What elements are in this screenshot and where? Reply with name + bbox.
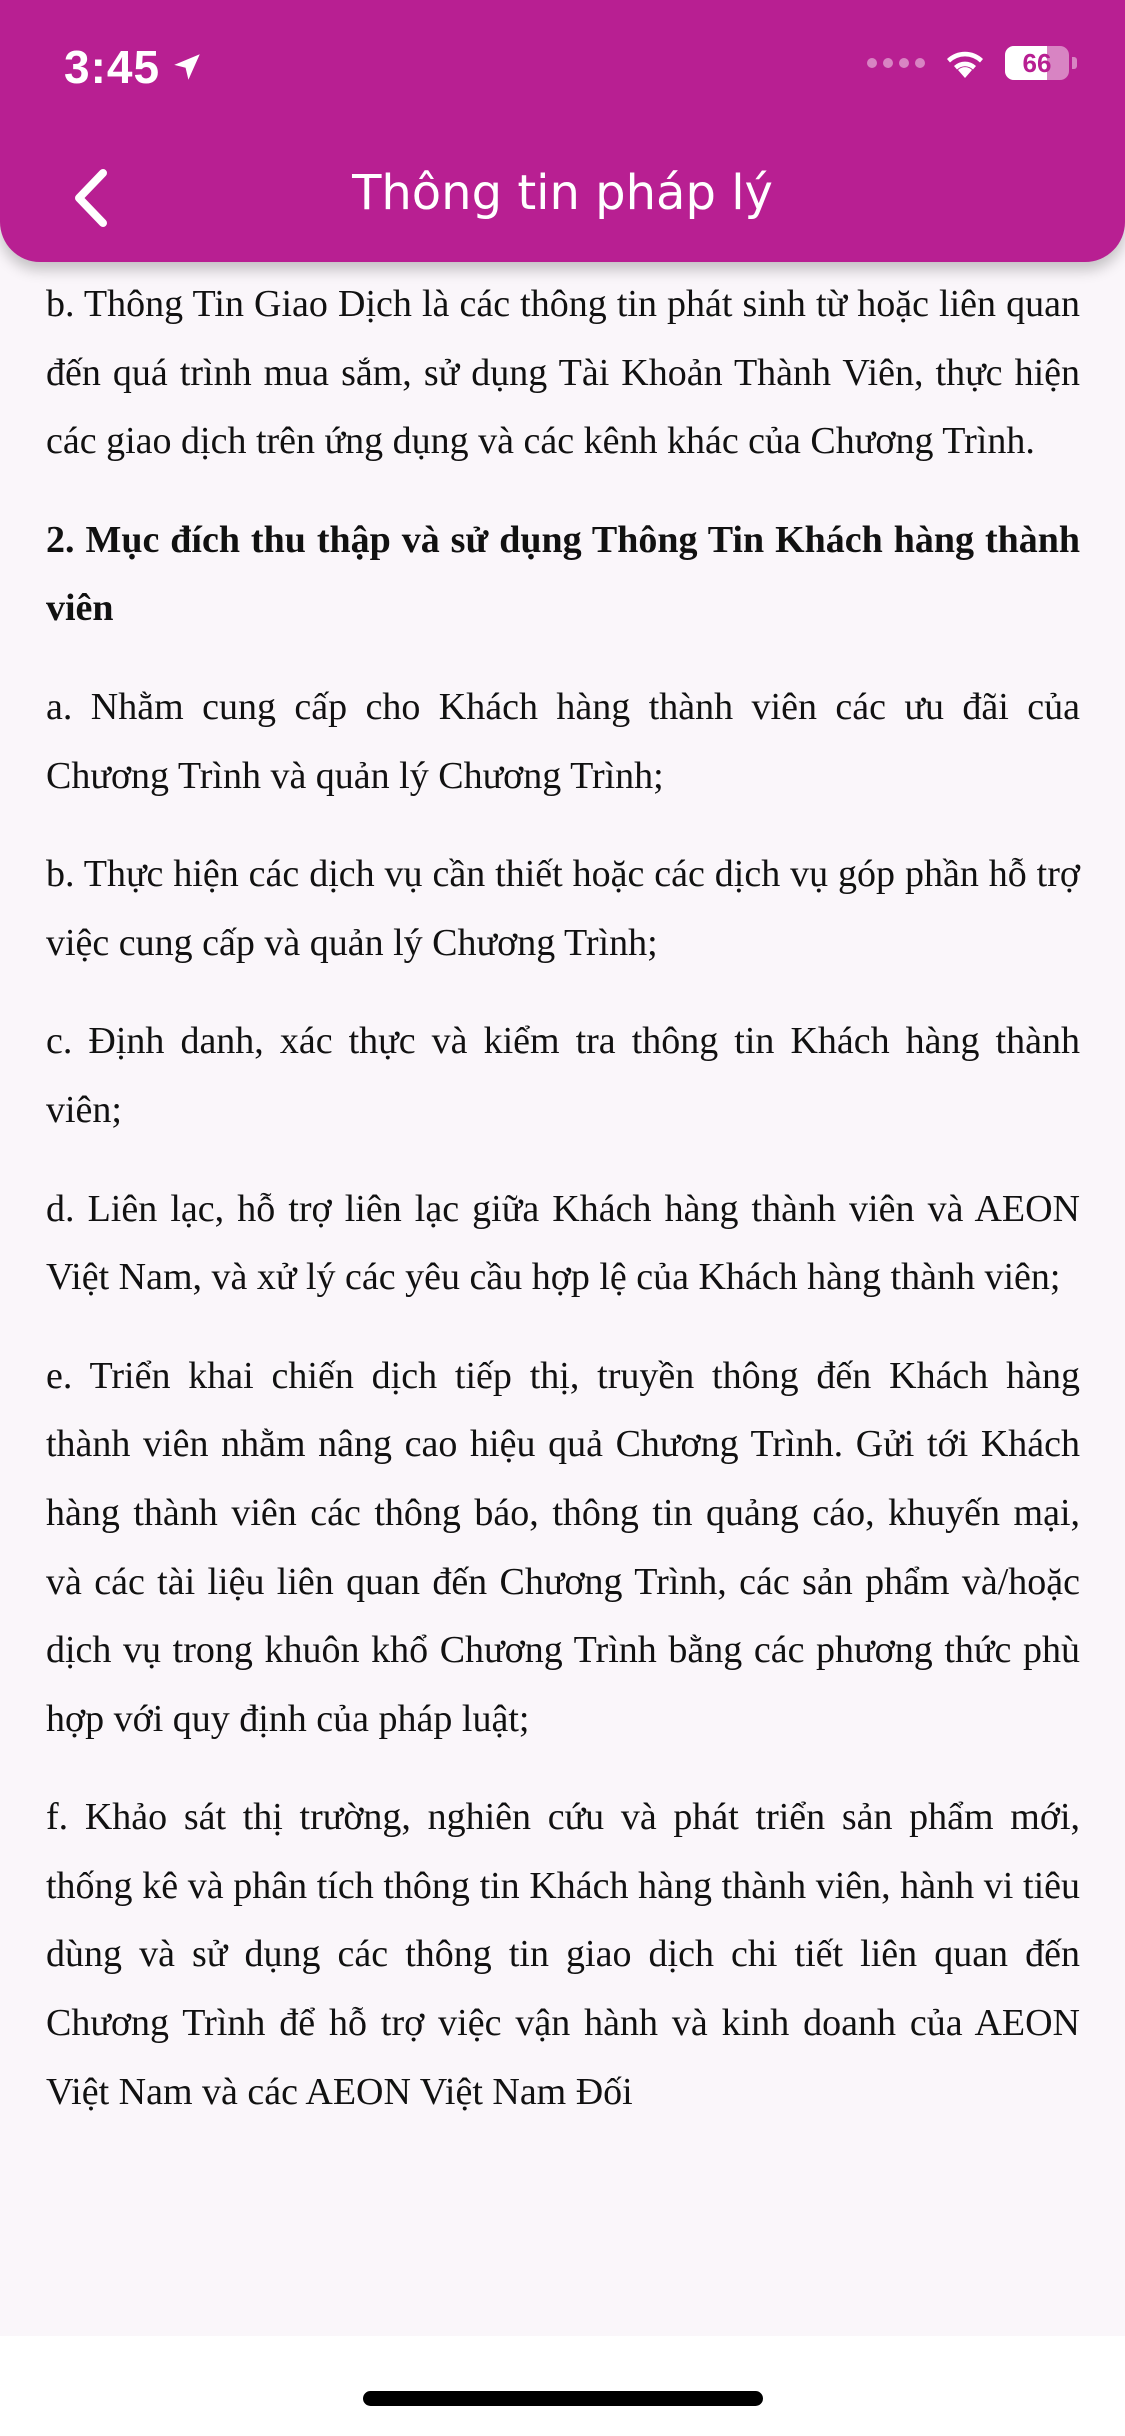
paragraph: e. Triển khai chiến dịch tiếp thị, truyền thông đến Khách hàng thành viên nhằm nâng cao hiệu quả Chương Trình. Gửi tới Khách hàng thành viên các thông báo, thông tin quảng cáo, khuyến mại, và các tài liệu liên quan đến Chương Trình, các sản phẩm và/hoặc dịch vụ trong khuôn khổ Chương Trình bằng các phương thức phù hợp với quy định của pháp luật; xyxy=(46,1354,1080,1740)
status-indicators xyxy=(867,46,1077,80)
home-indicator[interactable] xyxy=(363,2391,763,2406)
paragraph: b. Thông Tin Giao Dịch là các thông tin phát sinh từ hoặc liên quan đến quá trình mua sắm, sử dụng Tài Khoản Thành Viên, thực hiện các giao dịch trên ứng dụng và các kênh khác của Chương Trình. xyxy=(46,283,1080,463)
paragraph: f. Khảo sát thị trường, nghiên cứu và phát triển sản phẩm mới, thống kê và phân tích thông tin Khách hàng thành viên, hành vi tiêu dùng và sử dụng các thông tin giao dịch chi tiết liên quan đến Chương Trình để hỗ trợ việc vận hành và kinh doanh của AEON Việt Nam và các AEON Việt Nam Đối xyxy=(46,1796,1080,2113)
home-area xyxy=(0,2336,1125,2436)
status-bar-time xyxy=(64,40,204,94)
paragraph: b. Thực hiện các dịch vụ cần thiết hoặc các dịch vụ góp phần hỗ trợ việc cung cấp và quản lý Chương Trình; xyxy=(46,853,1080,964)
battery-level: 66 xyxy=(1022,47,1052,78)
page-title: Thông tin pháp lý xyxy=(352,165,773,221)
app-header xyxy=(0,0,1125,262)
paragraph: d. Liên lạc, hỗ trợ liên lạc giữa Khách hàng thành viên và AEON Việt Nam, và xử lý các yêu cầu hợp lệ của Khách hàng thành viên; xyxy=(46,1187,1080,1299)
wifi-icon xyxy=(943,46,987,80)
cellular-signal-icon xyxy=(867,58,925,68)
paragraph: a. Nhằm cung cấp cho Khách hàng thành viên các ưu đãi của Chương Trình và quản lý Chương Trình; xyxy=(46,685,1080,797)
battery-cap xyxy=(1072,57,1077,69)
section-heading: 2. Mục đích thu thập và sử dụng Thông Tin Khách hàng thành viên xyxy=(46,518,1080,630)
battery-icon xyxy=(1005,46,1069,80)
location-arrow-icon xyxy=(170,50,204,84)
legal-content xyxy=(46,270,1080,2156)
paragraph: c. Định danh, xác thực và kiểm tra thông tin Khách hàng thành viên; xyxy=(46,1020,1080,1131)
clock: 3:45 xyxy=(64,41,161,93)
legal-content-scroll[interactable] xyxy=(0,262,1125,2336)
